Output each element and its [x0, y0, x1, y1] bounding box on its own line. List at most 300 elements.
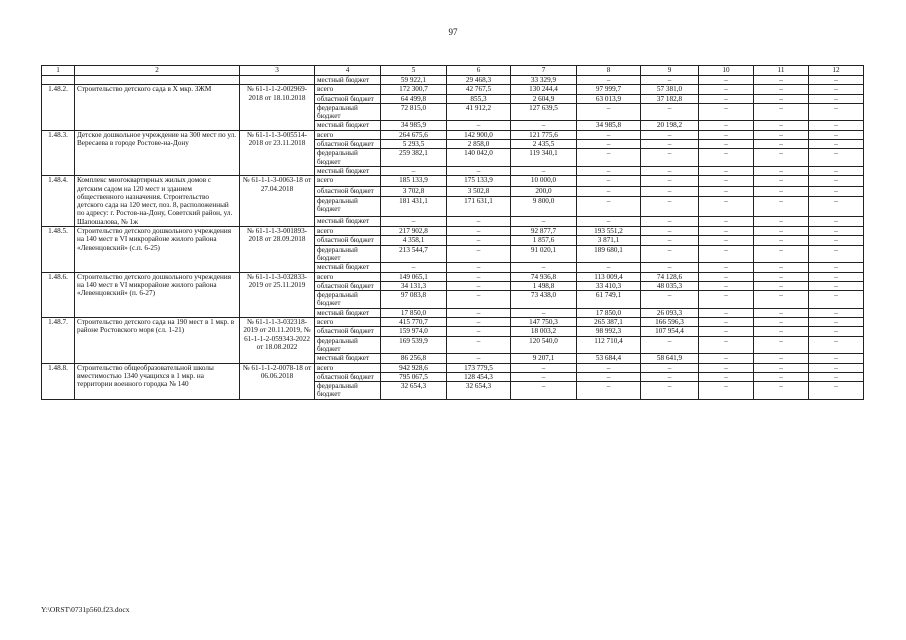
column-header-12: 12 [809, 66, 864, 76]
funding-source: всего [315, 85, 381, 94]
amount-cell: – [699, 245, 754, 263]
amount-cell: – [447, 263, 511, 272]
funding-source: областной бюджет [315, 281, 381, 290]
amount-cell: – [809, 272, 864, 281]
amount-cell: – [641, 382, 699, 400]
amount-cell: – [577, 186, 641, 196]
document-ref: № 61-1-1-2-002969-2018 от 18.10.2018 [240, 85, 315, 130]
amount-cell: – [699, 216, 754, 226]
amount-cell: 18 003,2 [511, 327, 577, 336]
column-header-1: 1 [42, 66, 75, 76]
column-header-4: 4 [315, 66, 381, 76]
amount-cell: – [699, 227, 754, 236]
amount-cell: 142 900,0 [447, 130, 511, 139]
amount-cell: – [447, 245, 511, 263]
amount-cell: – [699, 281, 754, 290]
object-name: Строительство детского сада в X мкр. ЗЖМ [75, 85, 240, 130]
row-number [42, 76, 75, 85]
amount-cell: – [699, 149, 754, 167]
amount-cell: – [809, 149, 864, 167]
amount-cell: 264 675,6 [381, 130, 447, 139]
amount-cell: 33 329,9 [511, 76, 577, 85]
amount-cell: 34 131,3 [381, 281, 447, 290]
amount-cell: 172 300,7 [381, 85, 447, 94]
amount-cell: 149 065,1 [381, 272, 447, 281]
amount-cell: – [754, 291, 809, 309]
amount-cell: – [754, 236, 809, 245]
amount-cell: – [577, 372, 641, 381]
amount-cell: 415 770,7 [381, 318, 447, 327]
column-header-11: 11 [754, 66, 809, 76]
amount-cell: – [511, 363, 577, 372]
amount-cell: 34 985,9 [381, 121, 447, 130]
amount-cell: – [447, 216, 511, 226]
table-row [42, 76, 864, 85]
funding-source: всего [315, 227, 381, 236]
amount-cell: 58 641,9 [641, 354, 699, 363]
amount-cell: – [641, 263, 699, 272]
amount-cell: 942 928,6 [381, 363, 447, 372]
amount-cell: – [381, 166, 447, 175]
amount-cell: 5 293,5 [381, 140, 447, 149]
amount-cell: 97 083,8 [381, 291, 447, 309]
amount-cell: – [577, 149, 641, 167]
amount-cell: – [577, 176, 641, 186]
amount-cell: – [809, 336, 864, 354]
funding-source: федеральный бюджет [315, 291, 381, 309]
funding-source: местный бюджет [315, 354, 381, 363]
amount-cell: – [511, 216, 577, 226]
amount-cell: – [447, 236, 511, 245]
page-number: 97 [448, 27, 458, 37]
amount-cell: – [641, 130, 699, 139]
amount-cell: – [699, 382, 754, 400]
amount-cell: – [641, 76, 699, 85]
amount-cell: 26 093,3 [641, 308, 699, 317]
object-name [75, 76, 240, 85]
amount-cell: 200,0 [511, 186, 577, 196]
funding-source: областной бюджет [315, 140, 381, 149]
amount-cell: 181 431,1 [381, 197, 447, 217]
amount-cell: 72 815,0 [381, 103, 447, 121]
amount-cell: – [447, 308, 511, 317]
budget-table [41, 65, 864, 400]
amount-cell: – [641, 363, 699, 372]
amount-cell: 130 244,4 [511, 85, 577, 94]
amount-cell: 107 954,4 [641, 327, 699, 336]
amount-cell: – [511, 121, 577, 130]
funding-source: областной бюджет [315, 327, 381, 336]
amount-cell: – [577, 130, 641, 139]
amount-cell: – [809, 121, 864, 130]
amount-cell: 53 684,4 [577, 354, 641, 363]
column-header-9: 9 [641, 66, 699, 76]
funding-source: областной бюджет [315, 236, 381, 245]
amount-cell: – [699, 94, 754, 103]
funding-source: местный бюджет [315, 216, 381, 226]
amount-cell: – [809, 372, 864, 381]
amount-cell: – [754, 76, 809, 85]
amount-cell: – [699, 130, 754, 139]
amount-cell: – [447, 291, 511, 309]
amount-cell: – [754, 197, 809, 217]
amount-cell: – [754, 245, 809, 263]
row-number: 1.48.2. [42, 85, 75, 130]
funding-source: областной бюджет [315, 94, 381, 103]
funding-source: федеральный бюджет [315, 245, 381, 263]
amount-cell: – [641, 197, 699, 217]
amount-cell: 91 020,1 [511, 245, 577, 263]
column-header-5: 5 [381, 66, 447, 76]
amount-cell: – [641, 291, 699, 309]
document-ref [240, 76, 315, 85]
amount-cell: – [577, 382, 641, 400]
amount-cell: 795 067,5 [381, 372, 447, 381]
amount-cell: – [511, 308, 577, 317]
table-body [42, 76, 864, 400]
amount-cell: 193 551,2 [577, 227, 641, 236]
funding-source: федеральный бюджет [315, 103, 381, 121]
amount-cell: 213 544,7 [381, 245, 447, 263]
column-header-10: 10 [699, 66, 754, 76]
amount-cell: – [699, 140, 754, 149]
funding-source: местный бюджет [315, 76, 381, 85]
amount-cell: 97 999,7 [577, 85, 641, 94]
funding-source: местный бюджет [315, 166, 381, 175]
amount-cell: 128 454,3 [447, 372, 511, 381]
funding-source: областной бюджет [315, 372, 381, 381]
amount-cell: – [447, 354, 511, 363]
amount-cell: 3 502,8 [447, 186, 511, 196]
document-ref: № 61-1-1-3-032833-2019 от 25.11.2019 [240, 272, 315, 317]
amount-cell: – [699, 103, 754, 121]
amount-cell: 20 198,2 [641, 121, 699, 130]
object-name: Строительство детского сада на 190 мест в 1 мкр. в районе Ростовского моря (сл. 1-21) [75, 318, 240, 363]
amount-cell: – [754, 130, 809, 139]
amount-cell: 37 182,8 [641, 94, 699, 103]
amount-cell: 57 381,0 [641, 85, 699, 94]
amount-cell: 61 749,1 [577, 291, 641, 309]
amount-cell: – [511, 263, 577, 272]
amount-cell: – [447, 318, 511, 327]
amount-cell: 112 710,4 [577, 336, 641, 354]
amount-cell: 189 680,1 [577, 245, 641, 263]
funding-source: всего [315, 272, 381, 281]
funding-source: областной бюджет [315, 186, 381, 196]
amount-cell: 159 974,0 [381, 327, 447, 336]
amount-cell: 121 775,6 [511, 130, 577, 139]
amount-cell: 166 596,3 [641, 318, 699, 327]
amount-cell: – [577, 103, 641, 121]
amount-cell: – [809, 85, 864, 94]
amount-cell: 59 922,1 [381, 76, 447, 85]
table-row [42, 272, 864, 281]
column-header-3: 3 [240, 66, 315, 76]
funding-source: федеральный бюджет [315, 149, 381, 167]
amount-cell: – [641, 216, 699, 226]
amount-cell: – [754, 140, 809, 149]
amount-cell: – [641, 103, 699, 121]
row-number: 1.48.3. [42, 130, 75, 175]
amount-cell: – [641, 336, 699, 354]
row-number: 1.48.5. [42, 227, 75, 272]
amount-cell: – [809, 103, 864, 121]
amount-cell: 855,3 [447, 94, 511, 103]
amount-cell: – [381, 263, 447, 272]
row-number: 1.48.4. [42, 176, 75, 227]
amount-cell: – [699, 263, 754, 272]
row-number: 1.48.7. [42, 318, 75, 363]
amount-cell: – [809, 166, 864, 175]
amount-cell: – [754, 103, 809, 121]
table-row [42, 85, 864, 94]
amount-cell: – [577, 363, 641, 372]
amount-cell: – [754, 149, 809, 167]
amount-cell: – [809, 281, 864, 290]
amount-cell: 120 540,0 [511, 336, 577, 354]
column-header-6: 6 [447, 66, 511, 76]
amount-cell: – [809, 186, 864, 196]
amount-cell: – [699, 236, 754, 245]
amount-cell: – [754, 263, 809, 272]
amount-cell: – [809, 94, 864, 103]
amount-cell: 48 035,3 [641, 281, 699, 290]
funding-source: местный бюджет [315, 308, 381, 317]
amount-cell: – [809, 176, 864, 186]
amount-cell: 259 382,1 [381, 149, 447, 167]
amount-cell: – [447, 336, 511, 354]
amount-cell: – [511, 382, 577, 400]
amount-cell: – [577, 76, 641, 85]
amount-cell: – [699, 363, 754, 372]
amount-cell: – [699, 308, 754, 317]
amount-cell: – [809, 236, 864, 245]
row-number: 1.48.6. [42, 272, 75, 317]
amount-cell: – [809, 140, 864, 149]
amount-cell: – [699, 76, 754, 85]
amount-cell: 29 468,3 [447, 76, 511, 85]
table-row [42, 130, 864, 139]
amount-cell: 3 702,8 [381, 186, 447, 196]
amount-cell: 9 800,0 [511, 197, 577, 217]
document-ref: № 61-1-1-3-001893-2018 от 28.09.2018 [240, 227, 315, 272]
amount-cell: 92 877,7 [511, 227, 577, 236]
amount-cell: – [809, 245, 864, 263]
document-ref: № 61-1-1-3-032318-2019 от 20.11.2019, № 61-1-1-2-059343-2022 от 18.08.2022 [240, 318, 315, 363]
amount-cell: – [699, 336, 754, 354]
funding-source: федеральный бюджет [315, 336, 381, 354]
amount-cell: 119 340,1 [511, 149, 577, 167]
amount-cell: 3 871,1 [577, 236, 641, 245]
amount-cell: – [699, 354, 754, 363]
amount-cell: – [447, 121, 511, 130]
amount-cell: – [754, 166, 809, 175]
amount-cell: – [754, 216, 809, 226]
funding-source: всего [315, 176, 381, 186]
amount-cell: – [809, 382, 864, 400]
amount-cell: – [699, 166, 754, 175]
amount-cell: – [699, 186, 754, 196]
amount-cell: 140 042,0 [447, 149, 511, 167]
amount-cell: 34 985,8 [577, 121, 641, 130]
amount-cell: – [754, 272, 809, 281]
table-row [42, 318, 864, 327]
amount-cell: 127 639,5 [511, 103, 577, 121]
document-ref: № 61-1-1-3-0063-18 от 27.04.2018 [240, 176, 315, 227]
amount-cell: – [641, 245, 699, 263]
amount-cell: 74 936,8 [511, 272, 577, 281]
funding-source: местный бюджет [315, 263, 381, 272]
table-header [42, 66, 864, 76]
amount-cell: – [809, 308, 864, 317]
amount-cell: 32 654,3 [381, 382, 447, 400]
amount-cell: 4 358,1 [381, 236, 447, 245]
column-header-8: 8 [577, 66, 641, 76]
column-header-7: 7 [511, 66, 577, 76]
amount-cell: 175 133,9 [447, 176, 511, 186]
object-name: Строительство детского дошкольного учреждения на 140 мест в VI микрорайоне жилого района «Левенцовский» (п. 6-27) [75, 272, 240, 317]
row-number: 1.48.8. [42, 363, 75, 399]
amount-cell: – [381, 216, 447, 226]
document-ref: № 61-1-1-3-005514-2018 от 23.11.2018 [240, 130, 315, 175]
amount-cell: – [699, 121, 754, 130]
amount-cell: – [699, 85, 754, 94]
amount-cell: 2 604,9 [511, 94, 577, 103]
amount-cell: – [754, 176, 809, 186]
document-ref: № 61-1-1-2-0078-18 от 06.06.2018 [240, 363, 315, 399]
amount-cell: – [809, 263, 864, 272]
amount-cell: 17 850,0 [577, 308, 641, 317]
amount-cell: – [754, 327, 809, 336]
amount-cell: 113 009,4 [577, 272, 641, 281]
amount-cell: – [809, 216, 864, 226]
footer-file-path: Y:\ORST\0731p560.f23.docx [41, 605, 130, 614]
object-name: Комплекс многоквартирных жилых домов с детским садом на 120 мест и зданием общественного назначения. Строительство детского сада на 120 мест, поз. 8, расположенный по адресу: г. Ростов-на-Дону, Советский район, ул. Шапошалова, № 1ж [75, 176, 240, 227]
amount-cell: – [809, 130, 864, 139]
amount-cell: – [699, 372, 754, 381]
amount-cell: 41 912,2 [447, 103, 511, 121]
amount-cell: 2 435,5 [511, 140, 577, 149]
amount-cell: – [447, 166, 511, 175]
amount-cell: – [754, 382, 809, 400]
amount-cell: – [809, 76, 864, 85]
amount-cell: 217 902,8 [381, 227, 447, 236]
amount-cell: – [754, 186, 809, 196]
amount-cell: – [447, 227, 511, 236]
amount-cell: – [754, 227, 809, 236]
amount-cell: – [809, 354, 864, 363]
funding-source: федеральный бюджет [315, 197, 381, 217]
amount-cell: – [754, 318, 809, 327]
amount-cell: – [577, 140, 641, 149]
amount-cell: – [809, 227, 864, 236]
amount-cell: 98 992,3 [577, 327, 641, 336]
amount-cell: 147 750,3 [511, 318, 577, 327]
amount-cell: – [809, 291, 864, 309]
amount-cell: – [577, 197, 641, 217]
amount-cell: – [641, 176, 699, 186]
amount-cell: – [699, 327, 754, 336]
amount-cell: – [447, 327, 511, 336]
amount-cell: 9 207,1 [511, 354, 577, 363]
funding-source: федеральный бюджет [315, 382, 381, 400]
object-name: Детское дошкольное учреждение на 300 мест по ул. Вересаева в городе Ростове-на-Дону [75, 130, 240, 175]
amount-cell: 64 499,8 [381, 94, 447, 103]
amount-cell: 1 498,8 [511, 281, 577, 290]
amount-cell: – [447, 281, 511, 290]
amount-cell: – [754, 372, 809, 381]
amount-cell: – [754, 85, 809, 94]
amount-cell: 2 858,0 [447, 140, 511, 149]
amount-cell: 42 767,5 [447, 85, 511, 94]
amount-cell: 185 133,9 [381, 176, 447, 186]
amount-cell: – [641, 186, 699, 196]
amount-cell: – [577, 216, 641, 226]
amount-cell: – [754, 281, 809, 290]
funding-source: местный бюджет [315, 121, 381, 130]
amount-cell: – [699, 272, 754, 281]
amount-cell: 169 539,9 [381, 336, 447, 354]
table-row [42, 176, 864, 186]
amount-cell: – [809, 318, 864, 327]
amount-cell: 74 128,6 [641, 272, 699, 281]
amount-cell: – [754, 121, 809, 130]
object-name: Строительство детского дошкольного учреждения на 140 мест в VI микрорайоне жилого района «Левенцовский» (с.п. 6-25) [75, 227, 240, 272]
amount-cell: – [577, 263, 641, 272]
amount-cell: – [641, 149, 699, 167]
amount-cell: 173 779,5 [447, 363, 511, 372]
table-row [42, 363, 864, 372]
amount-cell: – [641, 236, 699, 245]
amount-cell: – [754, 336, 809, 354]
amount-cell: – [754, 308, 809, 317]
amount-cell: – [754, 94, 809, 103]
amount-cell: – [699, 197, 754, 217]
amount-cell: – [699, 318, 754, 327]
amount-cell: 33 410,3 [577, 281, 641, 290]
amount-cell: – [641, 372, 699, 381]
column-header-2: 2 [75, 66, 240, 76]
amount-cell: – [699, 176, 754, 186]
amount-cell: 86 256,8 [381, 354, 447, 363]
amount-cell: 32 654,3 [447, 382, 511, 400]
amount-cell: – [511, 166, 577, 175]
funding-source: всего [315, 318, 381, 327]
amount-cell: – [641, 140, 699, 149]
amount-cell: 265 387,1 [577, 318, 641, 327]
amount-cell: 17 850,0 [381, 308, 447, 317]
funding-source: всего [315, 363, 381, 372]
amount-cell: 63 013,9 [577, 94, 641, 103]
table-row [42, 227, 864, 236]
amount-cell: – [641, 166, 699, 175]
amount-cell: 10 000,0 [511, 176, 577, 186]
object-name: Строительство общеобразовательной школы вместимостью 1340 учащихся в 1 мкр. на территории военного городка № 140 [75, 363, 240, 399]
amount-cell: – [447, 272, 511, 281]
amount-cell: – [641, 227, 699, 236]
amount-cell: 1 857,6 [511, 236, 577, 245]
amount-cell: – [809, 363, 864, 372]
amount-cell: – [809, 327, 864, 336]
amount-cell: – [754, 363, 809, 372]
amount-cell: – [511, 372, 577, 381]
funding-source: всего [315, 130, 381, 139]
amount-cell: – [809, 197, 864, 217]
amount-cell: 171 631,1 [447, 197, 511, 217]
amount-cell: – [699, 291, 754, 309]
amount-cell: – [754, 354, 809, 363]
amount-cell: 73 438,0 [511, 291, 577, 309]
